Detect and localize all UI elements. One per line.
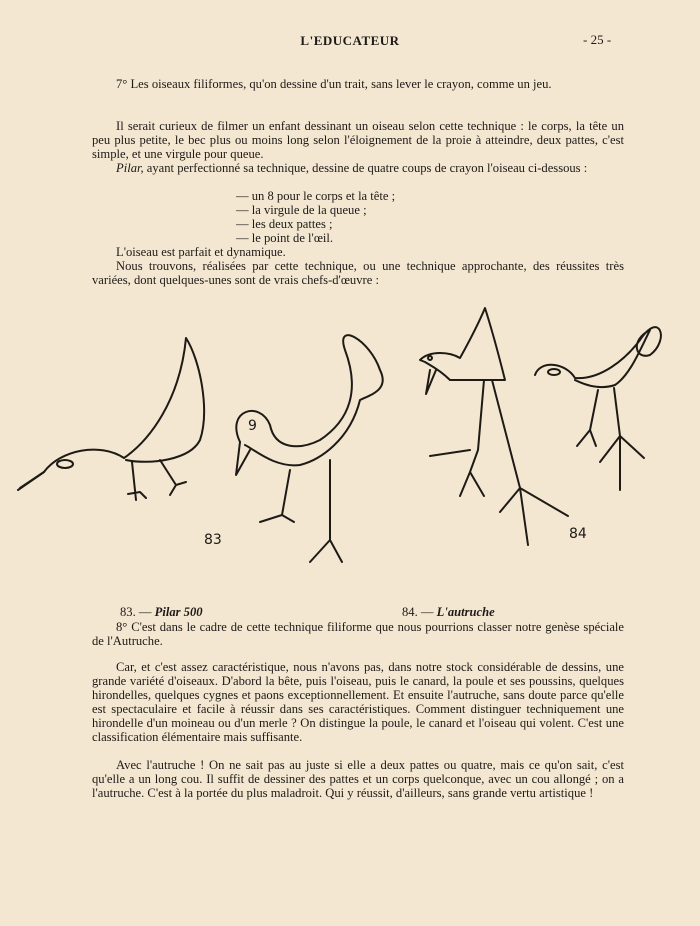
page-number: - 25 -: [583, 32, 612, 47]
caption-83-title: Pilar 500: [154, 605, 203, 619]
section-7-paragraph-1: Il serait curieux de filmer un enfant dessinant un oiseau selon cette technique : le corps, la tête un peu plus petite, le bec plus ou moins long selon l'éloignement de la proie à atteindre, deux pattes, c'est simple, et une virgule pour queue.: [92, 119, 624, 161]
list-item: — le point de l'œil.: [236, 231, 334, 245]
journal-title: L'EDUCATEUR: [300, 33, 400, 48]
section-7-paragraph-3: L'oiseau est parfait et dynamique.: [116, 245, 286, 259]
author-name: Pilar,: [116, 161, 144, 175]
section-8-heading: 8° C'est dans le cadre de cette technique filiforme que nous pourrions classer notre genèse spéciale de l'Autruche.: [92, 620, 624, 648]
bird-drawing-2: [236, 335, 383, 562]
list-item: — la virgule de la queue ;: [236, 203, 367, 217]
section-8-paragraph-1: Car, et c'est assez caractéristique, nous n'avons pas, dans notre stock considérable de dessins, une grande variété d'oiseaux. D'abord la bête, puis l'oiseau, puis le canard, la poule et ses poussins, quelques hirondelles, quelques cygnes et paons exceptionnellement. Et ensuite l'autruche, sans doute parce qu'elle est spectaculaire et facile à réussir dans ses caractéristiques. Comment distinguer techniquement une hirondelle d'un moineau ou d'un merle ? On distingue la poule, le canard et l'oiseau qui volent. C'est une classification élémentaire mais suffisante.: [92, 660, 624, 744]
caption-83-number: 83. —: [120, 605, 152, 619]
list-item: — les deux pattes ;: [236, 217, 333, 231]
bird-drawing-3: [420, 308, 568, 545]
section-8-paragraph-2: Avec l'autruche ! On ne sait pas au juste si elle a deux pattes ou quatre, mais ce qu'on sait, c'est qu'elle a un long cou. Il suffit de dessiner des pattes et un corps quelconque, avec un cou allongé ; on a l'autruche. C'est à la portée du plus maladroit. Qui y réussit, d'ailleurs, sans grande vertu artistique !: [92, 758, 624, 800]
section-7-heading: 7° Les oiseaux filiformes, qu'on dessine d'un trait, sans lever le crayon, comme un jeu.: [116, 77, 552, 91]
bird-drawings: [0, 300, 700, 600]
caption-84-number: 84. —: [402, 605, 434, 619]
paragraph-2-text: ayant perfectionné sa technique, dessine de quatre coups de crayon l'oiseau ci-dessous :: [143, 161, 588, 175]
caption-83: [120, 605, 203, 620]
list-item: — un 8 pour le corps et la tête ;: [236, 189, 396, 203]
section-7-paragraph-4: Nous trouvons, réalisées par cette technique, ou une technique approchante, des réussites très variées, dont quelques-unes sont de vrais chefs-d'œuvre :: [92, 259, 624, 287]
figure-label-83: 83: [204, 532, 222, 548]
bird-drawing-4: [535, 327, 661, 490]
section-7-paragraph-2: [92, 161, 624, 175]
bird-drawing-1: [18, 338, 204, 500]
caption-84: [402, 605, 495, 620]
technique-list: [236, 189, 395, 245]
caption-84-title: L'autruche: [436, 605, 495, 619]
svg-text:9: 9: [248, 418, 257, 434]
figure-label-84: 84: [569, 526, 587, 542]
